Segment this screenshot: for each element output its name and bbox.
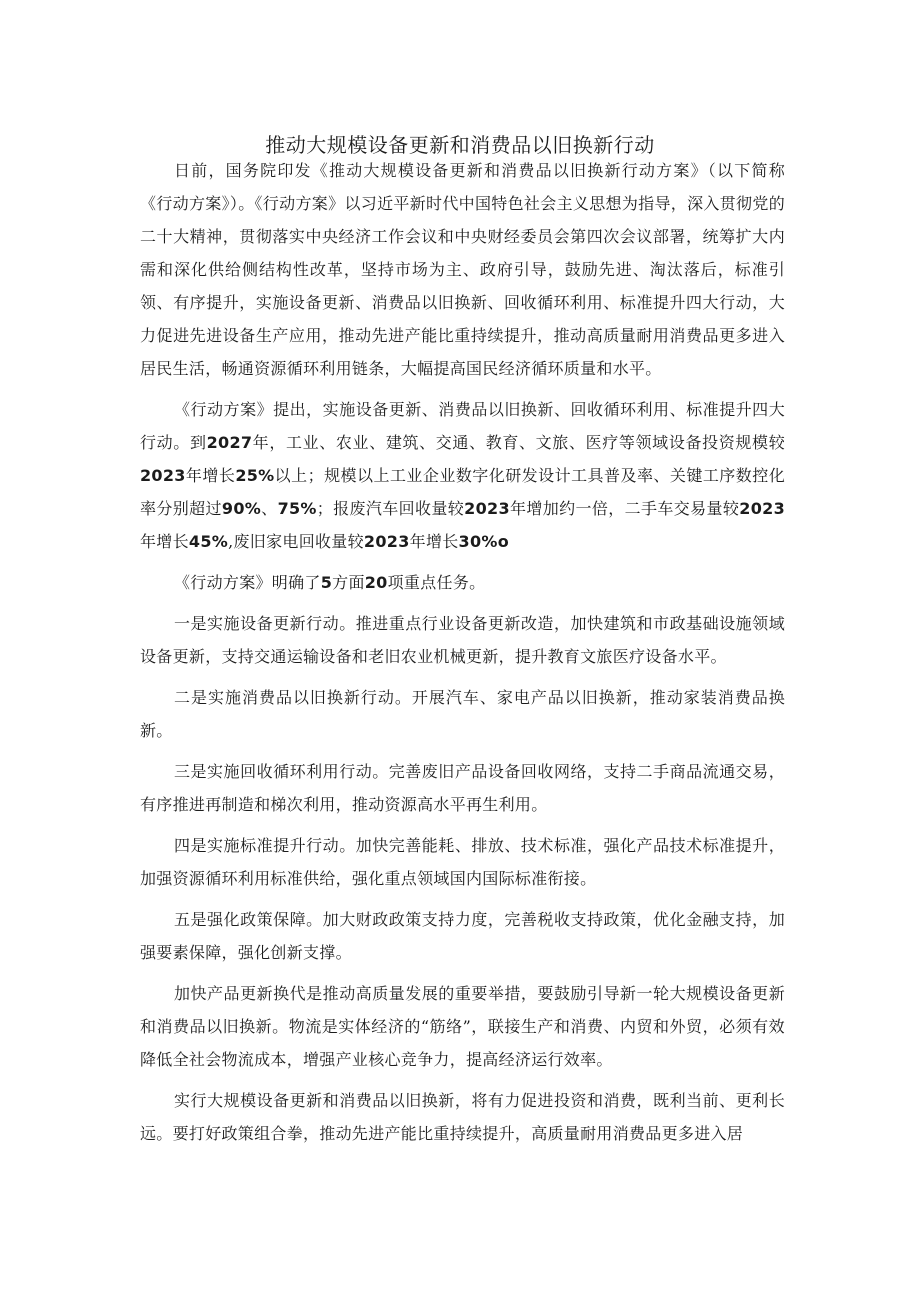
paragraph-importance: 加快产品更新换代是推动高质量发展的重要举措，要鼓励引导新一轮大规模设备更新和消费品以旧换新。物流是实体经济的“筋络”，联接生产和消费、内贸和外贸，必须有效降低全社会物流成本，增强产业核心竞争力，提高经济运行效率。 <box>140 984 785 1069</box>
paragraph-tasks-summary: 《行动方案》明确了5方面20项重点任务。 <box>174 573 486 592</box>
paragraph-targets: 《行动方案》提出，实施设备更新、消费品以旧换新、回收循环利用、标准提升四大行动。到2027年，工业、农业、建筑、交通、教育、文旅、医疗等领域设备投资规模较2023年增长25%以上；规模以上工业企业数字化研发设计工具普及率、关键工序数控化率分别超过90%、75%；报废汽车回收量较2023年增加约一倍，二手车交易量较2023年增长45%,废旧家电回收量较2023年增长30%o <box>140 400 785 551</box>
paragraph-intro: 日前，国务院印发《推动大规模设备更新和消费品以旧换新行动方案》（以下简称《行动方案》）。《行动方案》以习近平新时代中国特色社会主义思想为指导，深入贯彻党的二十大精神，贯彻落实中央经济工作会议和中央财经委员会第四次会议部署，统筹扩大内需和深化供给侧结构性改革，坚持市场为主、政府引导，鼓励先进、淘汰落后，标准引领、有序提升，实施设备更新、消费品以旧换新、回收循环利用、标准提升四大行动，大力促进先进设备生产应用，推动先进产能比重持续提升，推动高质量耐用消费品更多进入居民生活，畅通资源循环利用链条，大幅提高国民经济循环质量和水平。 <box>140 161 785 378</box>
paragraph-task-5: 五是强化政策保障。加大财政政策支持力度，完善税收支持政策，优化金融支持，加强要素保障，强化创新支撑。 <box>140 910 785 962</box>
paragraph-task-2: 二是实施消费品以旧换新行动。开展汽车、家电产品以旧换新，推动家装消费品换新。 <box>140 688 785 740</box>
paragraph-conclusion: 实行大规模设备更新和消费品以旧换新，将有力促进投资和消费，既利当前、更利长远。要打好政策组合拳，推动先进产能比重持续提升，高质量耐用消费品更多进入居 <box>140 1091 785 1143</box>
paragraph-task-1: 一是实施设备更新行动。推进重点行业设备更新改造，加快建筑和市政基础设施领域设备更新，支持交通运输设备和老旧农业机械更新，提升教育文旅医疗设备水平。 <box>140 614 785 666</box>
paragraph-task-4: 四是实施标准提升行动。加快完善能耗、排放、技术标准，强化产品技术标准提升，加强资源循环利用标准供给，强化重点领域国内国际标准衔接。 <box>140 836 785 888</box>
document-body <box>140 154 785 1158</box>
paragraph-task-3: 三是实施回收循环利用行动。完善废旧产品设备回收网络，支持二手商品流通交易，有序推进再制造和梯次利用，推动资源高水平再生利用。 <box>140 762 785 814</box>
document-title: 推动大规模设备更新和消费品以旧换新行动 <box>265 133 655 158</box>
